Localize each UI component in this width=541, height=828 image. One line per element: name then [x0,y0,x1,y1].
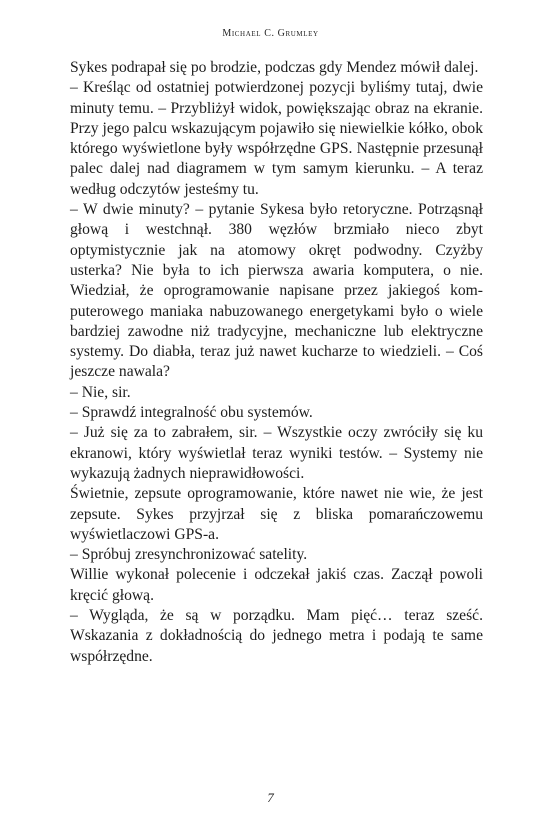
running-head: Michael C. Grumley [222,28,319,39]
page-number: 7 [267,790,274,805]
paragraph-10: – Wygląda, że są w porządku. Mam pięć… teraz sześć. Wskazania z dokładnością do jednego metra i podają te same współrzędne. [70,607,483,665]
paragraph-4: – Nie, sir. [70,383,131,401]
paragraph-5: – Sprawdź integralność obu systemów. [70,404,313,422]
paragraph-1: Sykes podrapał się po brodzie, podczas gdy Mendez mówił dalej. [70,59,479,76]
paragraph-3: – W dwie minuty? – pytanie Sykesa było retoryczne. Potrząsnął głową i westchnął. 380 węzłów brzmiało nieco zbyt optymistycznie jak na atomowy okręt podwodny. Czyżby usterka? Nie była to ich pierwsza awaria komputera, o nie. Wiedział, że oprogramowanie napisane przez jakiegoś komputerowego maniaka nabuzowanego energetykami było o wiele bardziej zawodne niż tradycyjne, mechaniczne lub elektryczne systemy. Do diabła, teraz już nawet kucharze to wiedzieli. – Coś jeszcze nawala? [70,201,483,381]
paragraph-8: – Spróbuj zresynchronizować satelity. [70,546,308,564]
paragraph-9: Willie wykonał polecenie i odczekał jakiś czas. Zaczął powoli kręcić głową. [70,566,483,604]
paragraph-2: – Kreśląc od ostatniej potwierdzonej pozycji byliśmy tutaj, dwie minuty temu. – Przybliżył widok, powiększając obraz na ekranie. Przy jego palcu wskazującym pojawiło się niewielkie kółko, obok którego wyświetlone były współrzędne GPS. Następnie przesunął palec dalej nad diagramem w tym samym kierunku. – A teraz według odczytów jesteśmy tu. [70,79,483,198]
paragraph-7: Świetnie, zepsute oprogramowanie, które nawet nie wie, że jest zepsute. Sykes przyjrzał się z bliska pomarańczowemu wyświetlaczowi GPS-a. [70,485,483,543]
body-text [70,58,483,667]
paragraph-6: – Już się za to zabrałem, sir. – Wszystkie oczy zwróciły się ku ekranowi, który wyświetlał teraz wyniki testów. – Systemy nie wykazują żadnych nieprawidłowości. [70,424,483,482]
